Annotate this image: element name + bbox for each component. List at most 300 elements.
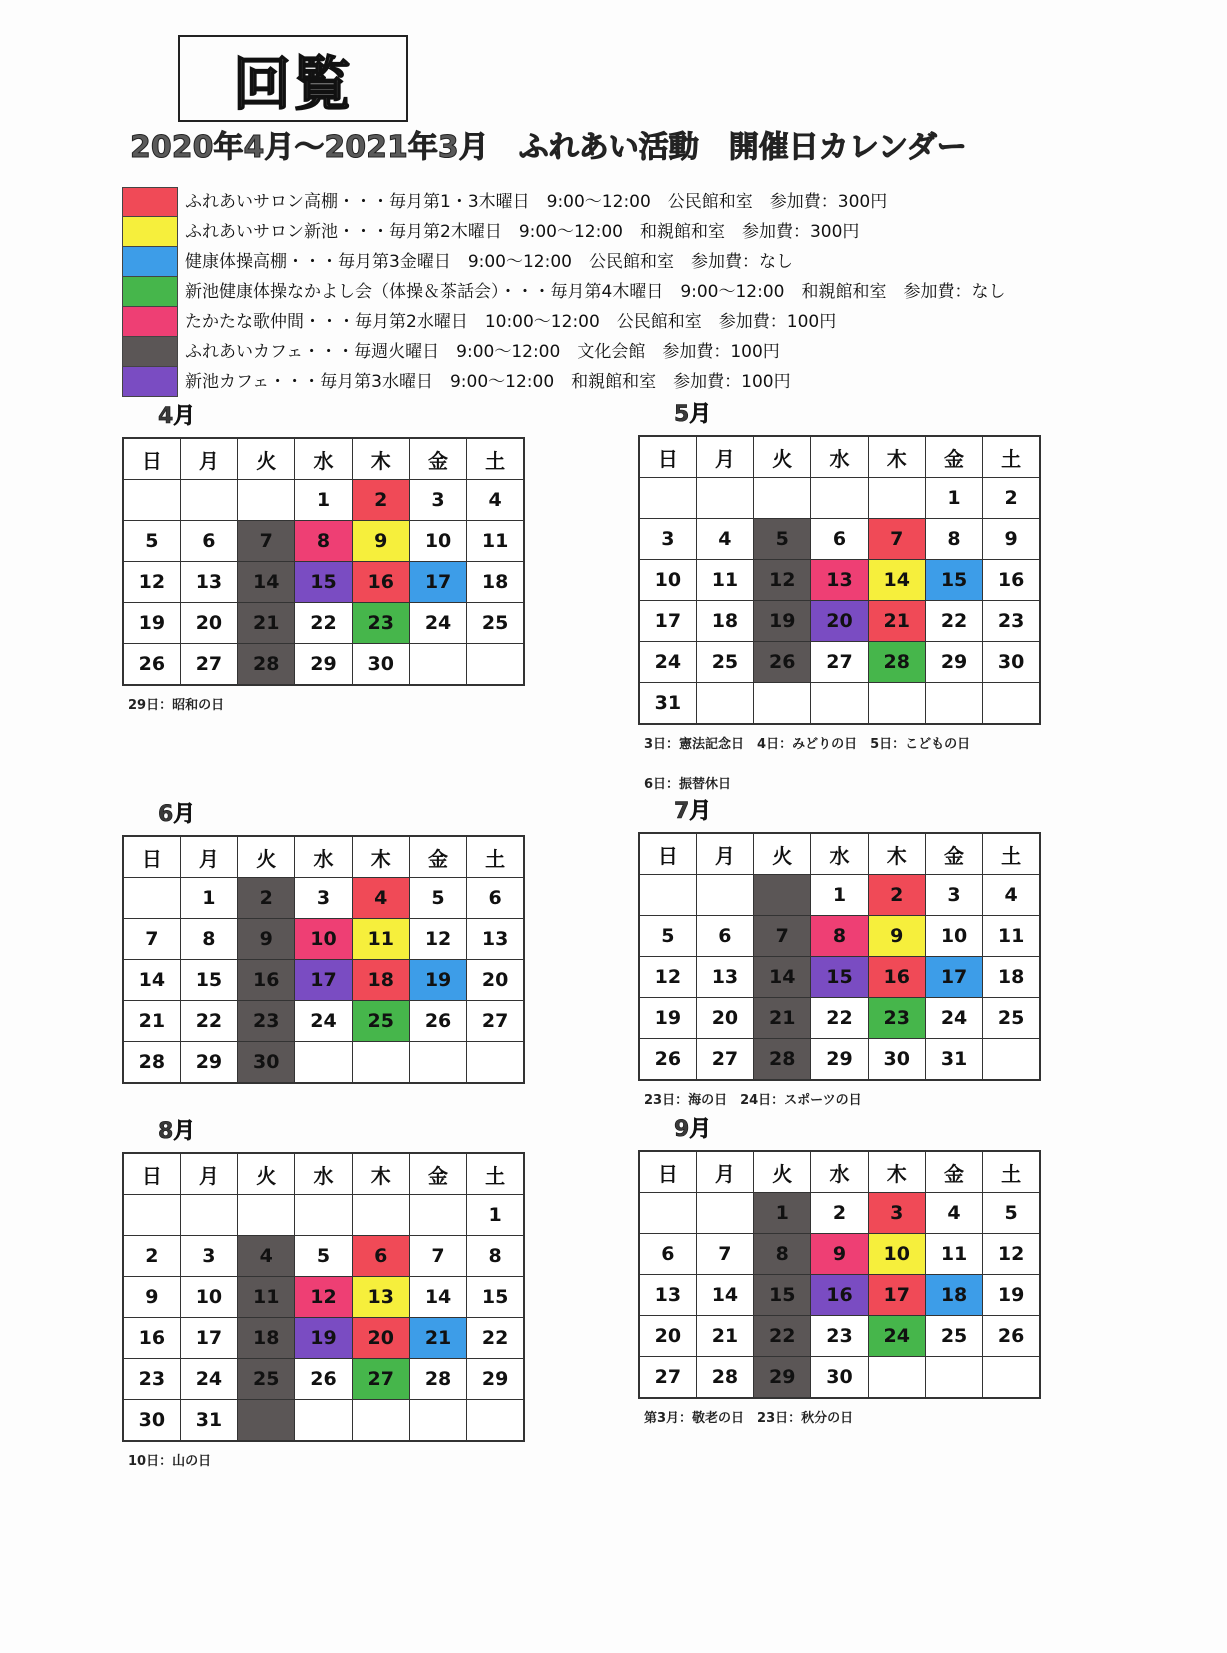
- weekday-row: [639, 833, 1040, 875]
- calendar-may: [638, 395, 1041, 805]
- day-cell: 15: [811, 957, 868, 998]
- day-cell: 28: [238, 644, 295, 686]
- day-cell: 28: [754, 1039, 811, 1081]
- day-cell: 17: [295, 960, 352, 1001]
- day-cell: 22: [180, 1001, 237, 1042]
- weekday-header: 木: [352, 836, 409, 878]
- weekday-header: 火: [238, 1153, 295, 1195]
- day-cell: 11: [467, 521, 524, 562]
- day-cell: 5: [123, 521, 180, 562]
- day-cell: 24: [868, 1316, 925, 1357]
- day-cell: 26: [409, 1001, 466, 1042]
- holiday-note: 第3月：敬老の日 23日：秋分の日: [644, 1411, 854, 1426]
- day-cell: 12: [639, 957, 696, 998]
- day-cell: 12: [409, 919, 466, 960]
- day-cell: 27: [639, 1357, 696, 1399]
- day-cell: 24: [639, 642, 696, 683]
- day-cell: 6: [696, 916, 753, 957]
- day-cell: 5: [983, 1193, 1040, 1234]
- weekday-header: 土: [467, 836, 524, 878]
- calendar-grid: [638, 832, 1041, 1081]
- week-row: [639, 642, 1040, 683]
- day-cell: 25: [352, 1001, 409, 1042]
- day-cell: 12: [983, 1234, 1040, 1275]
- day-cell: 1: [811, 875, 868, 916]
- weekday-header: 月: [696, 436, 753, 478]
- day-cell: 18: [696, 601, 753, 642]
- day-cell: 10: [180, 1277, 237, 1318]
- day-cell: 1: [180, 878, 237, 919]
- legend-item: [122, 307, 1112, 337]
- month-label: 8月: [158, 1119, 196, 1144]
- weekday-header: 木: [868, 436, 925, 478]
- day-cell: 28: [123, 1042, 180, 1084]
- calendar-august: [122, 1112, 525, 1482]
- day-cell: [238, 480, 295, 521]
- week-row: [639, 519, 1040, 560]
- day-cell: 10: [925, 916, 982, 957]
- day-cell: [467, 1400, 524, 1442]
- day-cell: 29: [811, 1039, 868, 1081]
- day-cell: 16: [123, 1318, 180, 1359]
- weekday-header: 月: [180, 1153, 237, 1195]
- day-cell: 29: [295, 644, 352, 686]
- month-label: 5月: [674, 402, 712, 427]
- day-cell: 2: [983, 478, 1040, 519]
- day-cell: [696, 875, 753, 916]
- week-row: [639, 601, 1040, 642]
- day-cell: 27: [696, 1039, 753, 1081]
- day-cell: [868, 478, 925, 519]
- day-cell: 16: [868, 957, 925, 998]
- legend-color-swatch: [122, 277, 178, 307]
- day-cell: 3: [295, 878, 352, 919]
- week-row: [123, 919, 524, 960]
- day-cell: 17: [925, 957, 982, 998]
- day-cell: 5: [639, 916, 696, 957]
- day-cell: [352, 1042, 409, 1084]
- day-cell: 27: [180, 644, 237, 686]
- day-cell: 7: [868, 519, 925, 560]
- day-cell: 4: [238, 1236, 295, 1277]
- legend-text: たかたな歌仲間・・・毎月第2水曜日 10:00～12:00 公民館和室 参加費：100円: [185, 312, 837, 332]
- weekday-header: 木: [352, 1153, 409, 1195]
- calendar-july: [638, 792, 1041, 1121]
- day-cell: 3: [639, 519, 696, 560]
- week-row: [639, 916, 1040, 957]
- day-cell: 6: [811, 519, 868, 560]
- day-cell: 20: [696, 998, 753, 1039]
- week-row: [123, 1359, 524, 1400]
- day-cell: 4: [352, 878, 409, 919]
- day-cell: 22: [295, 603, 352, 644]
- day-cell: 21: [868, 601, 925, 642]
- weekday-header: 水: [811, 833, 868, 875]
- day-cell: 25: [925, 1316, 982, 1357]
- legend-text: ふれあいカフェ・・・毎週火曜日 9:00～12:00 文化会館 参加費：100円: [185, 342, 780, 362]
- weekday-row: [123, 438, 524, 480]
- day-cell: 20: [467, 960, 524, 1001]
- day-cell: 22: [467, 1318, 524, 1359]
- legend-color-swatch: [122, 247, 178, 277]
- day-cell: [925, 1357, 982, 1399]
- day-cell: 20: [639, 1316, 696, 1357]
- day-cell: 26: [639, 1039, 696, 1081]
- day-cell: 28: [696, 1357, 753, 1399]
- calendar-grid: [638, 435, 1041, 725]
- weekday-header: 金: [925, 436, 982, 478]
- day-cell: 6: [180, 521, 237, 562]
- day-cell: 18: [467, 562, 524, 603]
- week-row: [123, 521, 524, 562]
- weekday-header: 日: [639, 436, 696, 478]
- day-cell: 14: [696, 1275, 753, 1316]
- month-label: 4月: [158, 404, 196, 429]
- day-cell: 9: [238, 919, 295, 960]
- day-cell: 23: [983, 601, 1040, 642]
- day-cell: 13: [639, 1275, 696, 1316]
- day-cell: 23: [123, 1359, 180, 1400]
- day-cell: 20: [811, 601, 868, 642]
- day-cell: 11: [352, 919, 409, 960]
- day-cell: 26: [123, 644, 180, 686]
- day-cell: 23: [868, 998, 925, 1039]
- day-cell: 21: [123, 1001, 180, 1042]
- week-row: [639, 1234, 1040, 1275]
- legend-text: ふれあいサロン新池・・・毎月第2木曜日 9:00～12:00 和親館和室 参加費：300円: [185, 222, 860, 242]
- day-cell: [238, 1195, 295, 1236]
- week-row: [639, 560, 1040, 601]
- month-label: 6月: [158, 802, 196, 827]
- day-cell: [696, 478, 753, 519]
- day-cell: 30: [123, 1400, 180, 1442]
- day-cell: [811, 683, 868, 725]
- calendar-grid: [122, 1152, 525, 1442]
- day-cell: 21: [238, 603, 295, 644]
- week-row: [639, 957, 1040, 998]
- day-cell: 8: [754, 1234, 811, 1275]
- circulation-stamp: 回覧: [178, 35, 408, 122]
- weekday-header: 土: [983, 833, 1040, 875]
- day-cell: 6: [352, 1236, 409, 1277]
- day-cell: 4: [983, 875, 1040, 916]
- day-cell: 15: [295, 562, 352, 603]
- day-cell: 24: [295, 1001, 352, 1042]
- month-label: 9月: [674, 1117, 712, 1142]
- week-row: [639, 998, 1040, 1039]
- legend-color-swatch: [122, 367, 178, 397]
- day-cell: 17: [180, 1318, 237, 1359]
- day-cell: 24: [925, 998, 982, 1039]
- legend-color-swatch: [122, 307, 178, 337]
- day-cell: 12: [123, 562, 180, 603]
- day-cell: 15: [925, 560, 982, 601]
- day-cell: [180, 1195, 237, 1236]
- day-cell: 16: [983, 560, 1040, 601]
- legend-color-swatch: [122, 217, 178, 247]
- day-cell: 22: [811, 998, 868, 1039]
- day-cell: 7: [238, 521, 295, 562]
- week-row: [123, 1042, 524, 1084]
- day-cell: [123, 1195, 180, 1236]
- day-cell: 16: [238, 960, 295, 1001]
- legend-text: 新池健康体操なかよし会（体操＆茶話会）・・・毎月第4木曜日 9:00～12:00 和親館和室 参加費：なし: [185, 282, 1006, 302]
- day-cell: 4: [696, 519, 753, 560]
- day-cell: 22: [925, 601, 982, 642]
- day-cell: 21: [409, 1318, 466, 1359]
- day-cell: 5: [409, 878, 466, 919]
- holiday-note: 23日：海の日 24日：スポーツの日: [644, 1093, 862, 1108]
- week-row: [639, 683, 1040, 725]
- day-cell: 24: [409, 603, 466, 644]
- day-cell: 27: [352, 1359, 409, 1400]
- day-cell: 2: [868, 875, 925, 916]
- day-cell: 11: [983, 916, 1040, 957]
- day-cell: 8: [925, 519, 982, 560]
- weekday-header: 火: [754, 436, 811, 478]
- week-row: [123, 1400, 524, 1442]
- day-cell: 2: [123, 1236, 180, 1277]
- weekday-header: 月: [180, 438, 237, 480]
- day-cell: 30: [238, 1042, 295, 1084]
- day-cell: 18: [238, 1318, 295, 1359]
- day-cell: [352, 1400, 409, 1442]
- day-cell: 15: [754, 1275, 811, 1316]
- day-cell: 25: [467, 603, 524, 644]
- day-cell: 14: [238, 562, 295, 603]
- day-cell: 1: [467, 1195, 524, 1236]
- legend-item: [122, 367, 1112, 397]
- day-cell: 2: [352, 480, 409, 521]
- day-cell: 29: [180, 1042, 237, 1084]
- day-cell: 26: [754, 642, 811, 683]
- week-row: [123, 1001, 524, 1042]
- day-cell: 13: [352, 1277, 409, 1318]
- day-cell: 10: [409, 521, 466, 562]
- day-cell: 30: [983, 642, 1040, 683]
- weekday-row: [123, 1153, 524, 1195]
- day-cell: 28: [409, 1359, 466, 1400]
- month-label: 7月: [674, 799, 712, 824]
- day-cell: 19: [639, 998, 696, 1039]
- day-cell: 17: [868, 1275, 925, 1316]
- calendar-april: [122, 397, 525, 726]
- day-cell: [754, 478, 811, 519]
- weekday-header: 火: [238, 438, 295, 480]
- day-cell: 19: [123, 603, 180, 644]
- day-cell: 19: [754, 601, 811, 642]
- week-row: [123, 960, 524, 1001]
- day-cell: 15: [467, 1277, 524, 1318]
- weekday-header: 火: [238, 836, 295, 878]
- day-cell: 13: [811, 560, 868, 601]
- day-cell: 9: [868, 916, 925, 957]
- weekday-header: 水: [295, 836, 352, 878]
- week-row: [639, 875, 1040, 916]
- day-cell: 29: [925, 642, 982, 683]
- day-cell: 30: [868, 1039, 925, 1081]
- legend-text: 新池カフェ・・・毎月第3水曜日 9:00～12:00 和親館和室 参加費：100円: [185, 372, 791, 392]
- day-cell: [409, 644, 466, 686]
- day-cell: [925, 683, 982, 725]
- day-cell: 16: [811, 1275, 868, 1316]
- weekday-header: 木: [868, 1151, 925, 1193]
- legend-text: ふれあいサロン高棚・・・毎月第1・3木曜日 9:00～12:00 公民館和室 参加費：300円: [185, 192, 888, 212]
- day-cell: 10: [868, 1234, 925, 1275]
- legend-color-swatch: [122, 337, 178, 367]
- day-cell: [352, 1195, 409, 1236]
- weekday-header: 日: [639, 833, 696, 875]
- day-cell: 17: [639, 601, 696, 642]
- weekday-header: 火: [754, 1151, 811, 1193]
- legend-item: [122, 247, 1112, 277]
- day-cell: 20: [180, 603, 237, 644]
- day-cell: 23: [811, 1316, 868, 1357]
- week-row: [123, 1236, 524, 1277]
- holiday-notes: [638, 1399, 1041, 1439]
- day-cell: 13: [180, 562, 237, 603]
- day-cell: 23: [238, 1001, 295, 1042]
- day-cell: 8: [467, 1236, 524, 1277]
- day-cell: 7: [409, 1236, 466, 1277]
- holiday-notes: [122, 686, 525, 726]
- weekday-row: [639, 1151, 1040, 1193]
- day-cell: 2: [238, 878, 295, 919]
- day-cell: 9: [352, 521, 409, 562]
- day-cell: 9: [123, 1277, 180, 1318]
- holiday-note: 10日：山の日: [128, 1454, 212, 1469]
- day-cell: 18: [925, 1275, 982, 1316]
- day-cell: 24: [180, 1359, 237, 1400]
- day-cell: 11: [238, 1277, 295, 1318]
- day-cell: 16: [352, 562, 409, 603]
- weekday-header: 水: [811, 436, 868, 478]
- day-cell: 31: [180, 1400, 237, 1442]
- day-cell: 11: [696, 560, 753, 601]
- day-cell: [983, 1357, 1040, 1399]
- day-cell: 30: [811, 1357, 868, 1399]
- day-cell: [409, 1400, 466, 1442]
- week-row: [123, 562, 524, 603]
- weekday-header: 月: [696, 1151, 753, 1193]
- page-title: 2020年4月～2021年3月 ふれあい活動 開催日カレンダー: [130, 130, 967, 165]
- day-cell: 3: [409, 480, 466, 521]
- holiday-note: 6日：振替休日: [644, 777, 732, 792]
- calendar-grid: [638, 1150, 1041, 1399]
- day-cell: [868, 1357, 925, 1399]
- day-cell: 9: [983, 519, 1040, 560]
- weekday-header: 土: [467, 438, 524, 480]
- day-cell: 7: [123, 919, 180, 960]
- day-cell: [754, 875, 811, 916]
- weekday-header: 水: [295, 438, 352, 480]
- day-cell: 3: [868, 1193, 925, 1234]
- week-row: [123, 878, 524, 919]
- week-row: [639, 1357, 1040, 1399]
- week-row: [123, 1318, 524, 1359]
- weekday-header: 日: [639, 1151, 696, 1193]
- day-cell: 28: [868, 642, 925, 683]
- weekday-header: 金: [409, 1153, 466, 1195]
- weekday-row: [123, 836, 524, 878]
- day-cell: 18: [352, 960, 409, 1001]
- day-cell: 7: [754, 916, 811, 957]
- day-cell: [238, 1400, 295, 1442]
- day-cell: 1: [754, 1193, 811, 1234]
- day-cell: [295, 1400, 352, 1442]
- day-cell: 2: [811, 1193, 868, 1234]
- day-cell: 8: [295, 521, 352, 562]
- legend-item: [122, 337, 1112, 367]
- day-cell: [639, 875, 696, 916]
- day-cell: [409, 1042, 466, 1084]
- day-cell: 8: [180, 919, 237, 960]
- day-cell: [696, 683, 753, 725]
- week-row: [123, 480, 524, 521]
- day-cell: 21: [696, 1316, 753, 1357]
- day-cell: 12: [754, 560, 811, 601]
- day-cell: 19: [295, 1318, 352, 1359]
- day-cell: 6: [467, 878, 524, 919]
- weekday-header: 水: [811, 1151, 868, 1193]
- week-row: [123, 1195, 524, 1236]
- day-cell: 31: [639, 683, 696, 725]
- day-cell: 25: [238, 1359, 295, 1400]
- day-cell: [295, 1195, 352, 1236]
- week-row: [639, 478, 1040, 519]
- week-row: [639, 1316, 1040, 1357]
- day-cell: 4: [467, 480, 524, 521]
- day-cell: 5: [754, 519, 811, 560]
- week-row: [639, 1275, 1040, 1316]
- day-cell: [409, 1195, 466, 1236]
- weekday-header: 月: [180, 836, 237, 878]
- weekday-header: 火: [754, 833, 811, 875]
- day-cell: [811, 478, 868, 519]
- day-cell: 15: [180, 960, 237, 1001]
- day-cell: [123, 878, 180, 919]
- day-cell: 7: [696, 1234, 753, 1275]
- day-cell: 29: [754, 1357, 811, 1399]
- day-cell: [754, 683, 811, 725]
- day-cell: 6: [639, 1234, 696, 1275]
- weekday-header: 金: [409, 836, 466, 878]
- weekday-header: 土: [983, 1151, 1040, 1193]
- day-cell: 13: [696, 957, 753, 998]
- calendar-grid: [122, 835, 525, 1084]
- day-cell: 22: [754, 1316, 811, 1357]
- day-cell: 10: [639, 560, 696, 601]
- weekday-header: 月: [696, 833, 753, 875]
- activity-legend: [122, 187, 1112, 397]
- calendar-september: [638, 1110, 1041, 1439]
- legend-item: [122, 277, 1112, 307]
- day-cell: 19: [409, 960, 466, 1001]
- week-row: [639, 1193, 1040, 1234]
- day-cell: [123, 480, 180, 521]
- day-cell: 9: [811, 1234, 868, 1275]
- day-cell: 14: [409, 1277, 466, 1318]
- day-cell: [295, 1042, 352, 1084]
- day-cell: [696, 1193, 753, 1234]
- day-cell: 12: [295, 1277, 352, 1318]
- day-cell: 14: [123, 960, 180, 1001]
- holiday-note: 29日：昭和の日: [128, 698, 225, 713]
- day-cell: [467, 1042, 524, 1084]
- day-cell: 1: [295, 480, 352, 521]
- day-cell: 10: [295, 919, 352, 960]
- day-cell: 3: [180, 1236, 237, 1277]
